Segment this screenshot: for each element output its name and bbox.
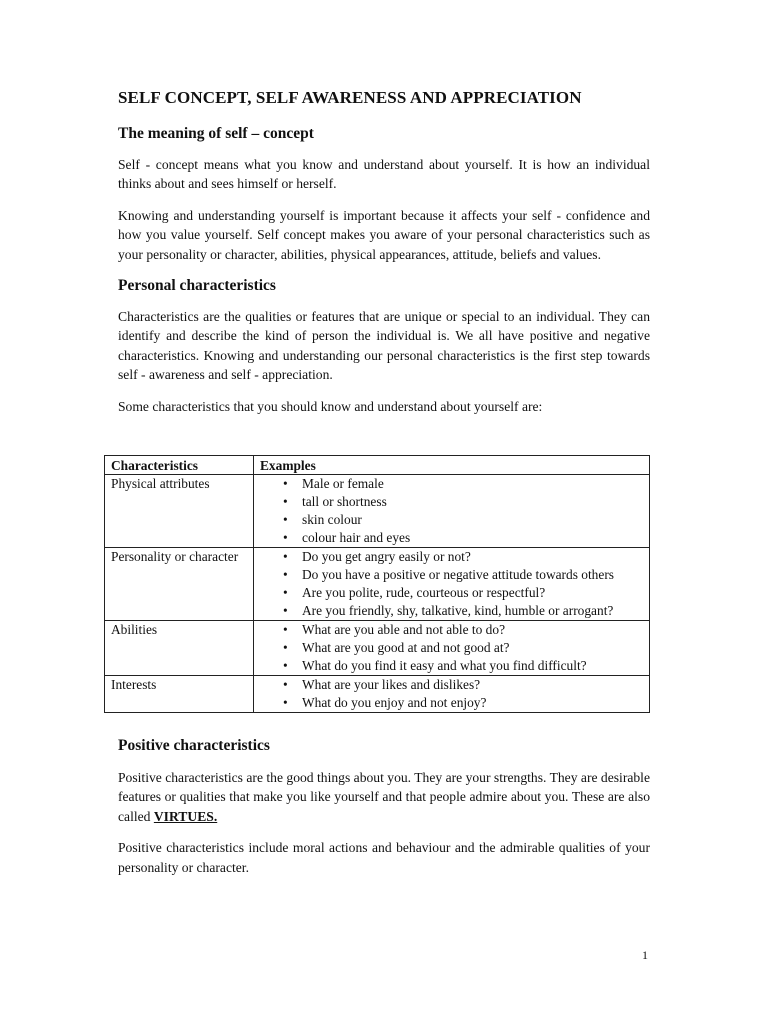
examples-list bbox=[260, 548, 649, 620]
characteristics-table bbox=[104, 455, 650, 713]
list-item: • What do you enjoy and not enjoy? bbox=[260, 694, 649, 712]
list-item: • Do you get angry easily or not? bbox=[260, 548, 649, 566]
section-heading-positive: Positive characteristics bbox=[118, 737, 270, 754]
examples-list bbox=[260, 676, 649, 712]
paragraph-positive-1-text: Positive characteristics are the good things about you. They are your strengths. They are desirable features or qualities that make you like yourself and that people admire about you. These are also called bbox=[118, 770, 650, 824]
list-item: • Male or female bbox=[260, 475, 649, 493]
table-row bbox=[105, 621, 650, 676]
paragraph-meaning-1: Self - concept means what you know and understand about yourself. It is how an individual thinks about and sees himself or herself. bbox=[118, 157, 650, 192]
table-row bbox=[105, 676, 650, 713]
list-item: • Do you have a positive or negative attitude towards others bbox=[260, 566, 649, 584]
list-item: • colour hair and eyes bbox=[260, 529, 649, 547]
table-header-row bbox=[105, 456, 650, 475]
list-item: • What are you able and not able to do? bbox=[260, 621, 649, 639]
paragraph-positive-2: Positive characteristics include moral actions and behaviour and the admirable qualities of your personality or character. bbox=[118, 840, 650, 875]
column-header-examples: Examples bbox=[254, 456, 650, 475]
table-row bbox=[105, 475, 650, 548]
section-heading-personal: Personal characteristics bbox=[118, 277, 276, 295]
document-page bbox=[118, 84, 650, 416]
document-title: SELF CONCEPT, SELF AWARENESS AND APPRECIATION bbox=[118, 88, 582, 107]
examples-list bbox=[260, 475, 649, 547]
page-number: 1 bbox=[642, 948, 648, 962]
list-item: • What do you find it easy and what you find difficult? bbox=[260, 657, 649, 675]
column-header-characteristics: Characteristics bbox=[105, 456, 254, 475]
list-item: • Are you friendly, shy, talkative, kind, humble or arrogant? bbox=[260, 602, 649, 620]
list-item: • What are your likes and dislikes? bbox=[260, 676, 649, 694]
examples-list bbox=[260, 621, 649, 675]
row-label: Personality or character bbox=[105, 548, 254, 621]
row-label: Abilities bbox=[105, 621, 254, 676]
list-item: • tall or shortness bbox=[260, 493, 649, 511]
row-label: Physical attributes bbox=[105, 475, 254, 548]
paragraph-personal-2: Some characteristics that you should know and understand about yourself are: bbox=[118, 398, 543, 414]
row-label: Interests bbox=[105, 676, 254, 713]
section-heading-meaning: The meaning of self – concept bbox=[118, 125, 314, 142]
list-item: • What are you good at and not good at? bbox=[260, 639, 649, 657]
list-item: • skin colour bbox=[260, 511, 649, 529]
paragraph-positive-1 bbox=[118, 768, 650, 826]
table-row bbox=[105, 548, 650, 621]
document-page-lower bbox=[118, 737, 650, 877]
virtues-emphasis: VIRTUES. bbox=[153, 808, 218, 824]
paragraph-personal-1: Characteristics are the qualities or features that are unique or special to an individual. They can identify and describe the kind of person the individual is. We all have positive and negative characteristics. Knowing and understanding our personal characteristics is the first step towards self - awareness and self - appreciation. bbox=[118, 309, 650, 383]
paragraph-meaning-2: Knowing and understanding yourself is important because it affects your self - confidence and how you value yourself. Self concept makes you aware of your personal characteristics such as your personality or character, abilities, physical appearances, attitude, beliefs and values. bbox=[118, 207, 650, 262]
list-item: • Are you polite, rude, courteous or respectful? bbox=[260, 584, 649, 602]
